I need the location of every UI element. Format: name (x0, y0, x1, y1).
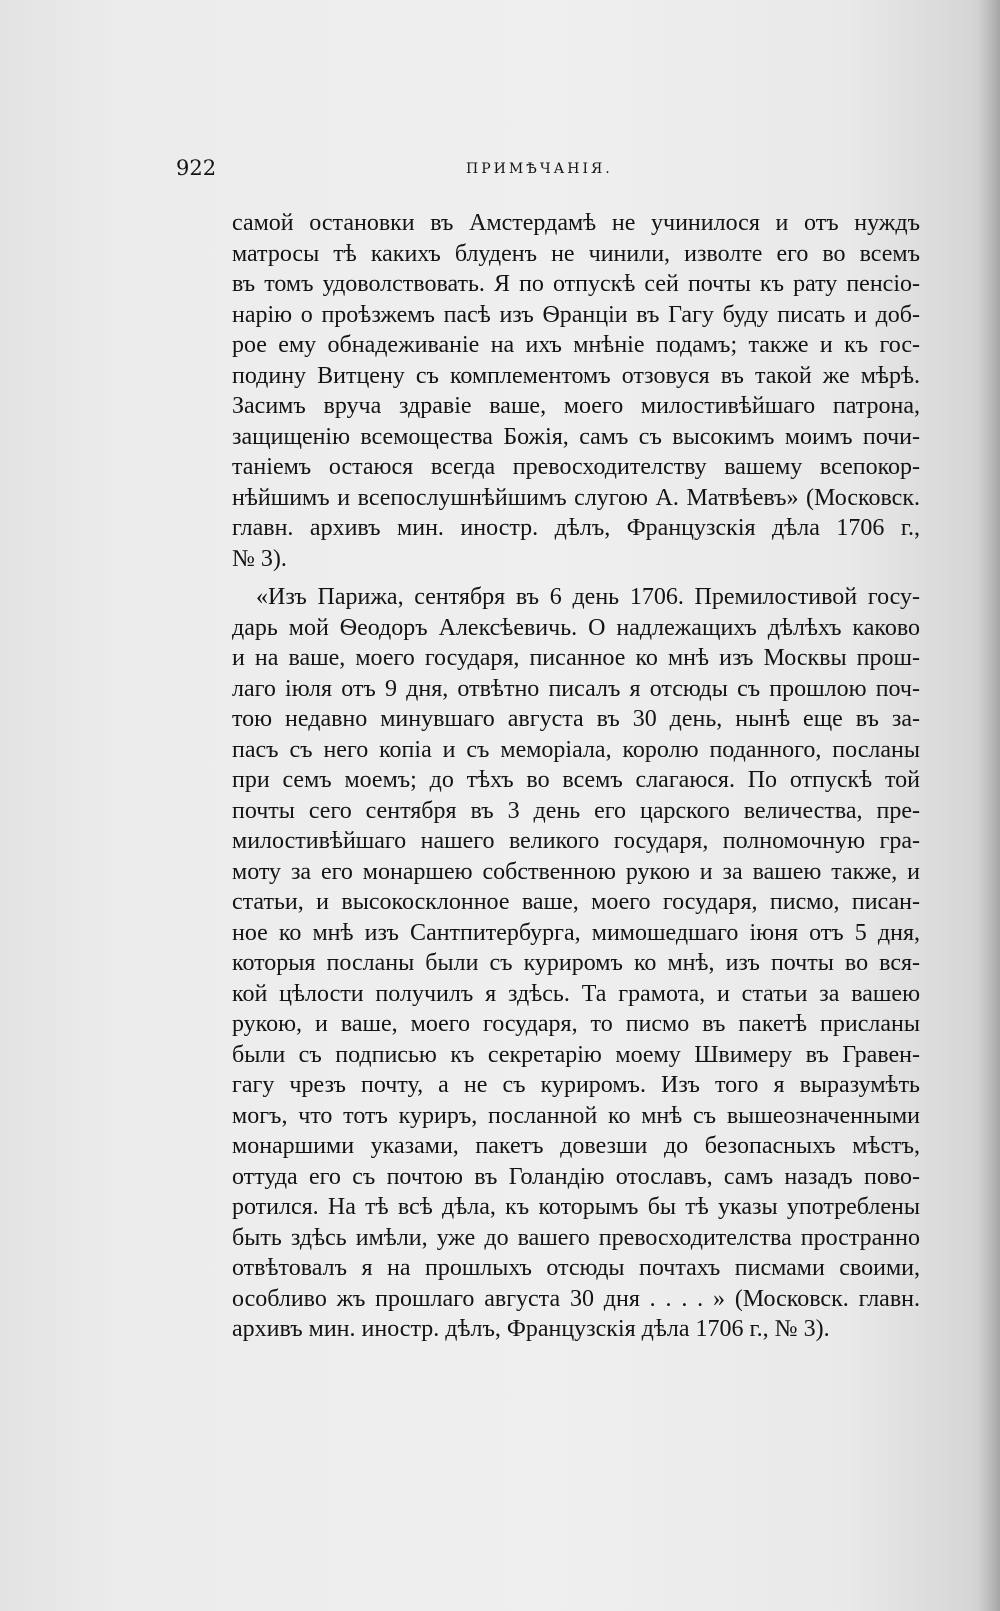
text-line: защищенію всемощества Божія, самъ съ высокимъ моимъ почи- (232, 423, 920, 450)
text-line: ротился. На тѣ всѣ дѣла, къ которымъ бы тѣ указы употреблены (232, 1194, 920, 1220)
text-line: моту за его монаршею собственною рукою и за вашею также, и (232, 858, 920, 885)
text-line: рукою, и ваше, моего государя, то писмо въ пакетѣ присланы (232, 1011, 920, 1037)
text-line: таніемъ остаюся всегда превосходителству вашему всепокор- (232, 454, 920, 480)
text-line: подину Витцену съ комплементомъ отзовуся въ такой же мѣрѣ. (232, 362, 920, 389)
text-line: въ томъ удоволствовать. Я по отпускѣ сей почты къ рату пенсіо- (232, 271, 920, 297)
page-edge-shadow (978, 0, 1000, 1611)
text-line: статьи, и высокосклонное ваше, моего государя, писмо, писан- (232, 889, 920, 915)
text-line: которыя посланы были съ куриромъ ко мнѣ, изъ почты во вся- (232, 950, 920, 976)
text-line: матросы тѣ какихъ блуденъ не чинили, изволте его во всемъ (232, 240, 920, 267)
text-line: почты сего сентября въ 3 день его царского величества, пре- (232, 797, 920, 824)
text-line: архивъ мин. иностр. дѣлъ, Французскія дѣла 1706 г., № 3). (232, 1316, 830, 1342)
text-line: тою недавно минувшаго августа въ 30 день, нынѣ еще въ за- (232, 706, 920, 732)
paragraph-gap (232, 574, 920, 582)
paragraph-2 (232, 582, 920, 1345)
running-head: ПРИМѢЧАНІЯ. (466, 161, 613, 177)
text-line: оттуда его съ почтою въ Голандію отославъ, самъ назадъ пово- (232, 1163, 920, 1190)
text-line: № 3). (232, 545, 287, 572)
text-line: самой остановки въ Амстердамѣ не учинилося и отъ нуждъ (232, 210, 920, 236)
text-line: особливо жъ прошлаго августа 30 дня . . . . » (Московск. главн. (232, 1285, 920, 1312)
text-line: рое ему обнадеживаніе на ихъ мнѣніе подамъ; также и къ гос- (232, 332, 920, 358)
body-text (232, 208, 920, 1345)
text-line: монаршими указами, пакетъ довезши до безопасныхъ мѣстъ, (232, 1133, 920, 1159)
paragraph-1 (232, 208, 920, 574)
page-number: 922 (176, 156, 217, 180)
text-line: кой цѣлости получилъ я здѣсь. Та грамота, и статьи за вашею (232, 980, 920, 1007)
text-line: ное ко мнѣ изъ Сантпитербурга, мимошедшаго іюня отъ 5 дня, (232, 919, 920, 946)
text-line: отвѣтовалъ я на прошлыхъ отсюды почтахъ писмами своими, (232, 1255, 920, 1281)
text-line: были съ подписью къ секретарію моему Швимеру въ Гравен- (232, 1041, 920, 1068)
text-line: быть здѣсь имѣли, уже до вашего превосходителства пространно (232, 1224, 920, 1251)
text-line: гагу чрезъ почту, а не съ куриромъ. Изъ того я выразумѣть (232, 1072, 920, 1098)
text-line: Засимъ вруча здравіе ваше, моего милостивѣйшаго патрона, (232, 393, 920, 419)
text-line: при семъ моемъ; до тѣхъ во всемъ слагаюся. По отпускѣ той (232, 767, 920, 793)
text-line: дарь мой Ѳеодоръ Алексѣевичь. О надлежащихъ дѣлѣхъ каково (232, 614, 920, 641)
text-line: нарію о проѣзжемъ пасѣ изъ Ѳранціи въ Гагу буду писать и доб- (232, 301, 920, 328)
text-line: лаго іюля отъ 9 дня, отвѣтно писалъ я отсюды съ прошлою поч- (232, 675, 920, 702)
text-line: главн. архивъ мин. иностр. дѣлъ, Французскія дѣла 1706 г., (232, 515, 920, 541)
text-line: и на ваше, моего государя, писанное ко мнѣ изъ Москвы прош- (232, 645, 920, 671)
text-line: «Изъ Парижа, сентября въ 6 день 1706. Премилостивой госу- (256, 584, 920, 610)
text-line: милостивѣйшаго нашего великого государя, полномочную гра- (232, 828, 920, 854)
text-line: пасъ съ него копіа и съ меморіала, королю поданного, посланы (232, 736, 920, 763)
text-line: нѣйшимъ и всепослушнѣйшимъ слугою А. Матвѣевъ» (Московск. (232, 484, 920, 511)
text-line: могъ, что тотъ куриръ, посланной ко мнѣ съ вышеозначенными (232, 1102, 920, 1129)
